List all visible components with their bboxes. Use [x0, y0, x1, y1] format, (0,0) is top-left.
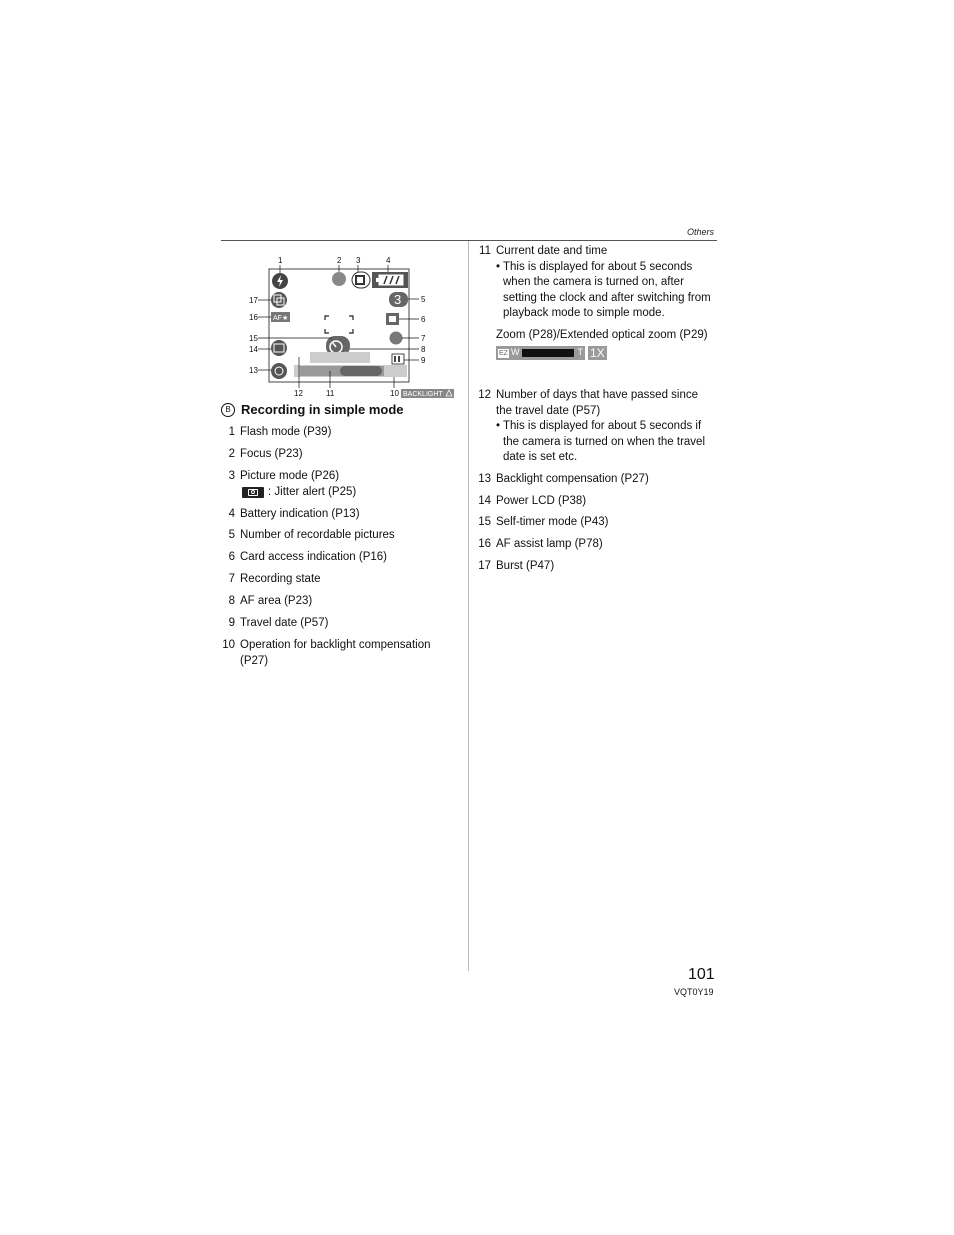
column-divider: [468, 241, 469, 971]
power-lcd-icon: [271, 340, 287, 356]
travel-days-area: [310, 352, 370, 363]
zoom-indicator: [496, 346, 717, 360]
callout-1: 1: [278, 256, 283, 265]
zoom-track: [522, 349, 574, 357]
top-rule: [221, 240, 717, 241]
jitter-alert-icon: [242, 487, 264, 498]
callout-15: 15: [249, 334, 258, 343]
list-item: 6 Card access indication (P16): [228, 551, 388, 563]
callout-2: 2: [337, 256, 342, 265]
section-heading: [221, 402, 404, 417]
list-item: 1 Flash mode (P39): [228, 426, 332, 438]
list-item: 16 AF assist lamp (P78): [478, 538, 603, 550]
callout-5: 5: [421, 295, 426, 304]
list-item: 8 AF area (P23): [228, 595, 313, 607]
section-label: Others: [687, 227, 715, 237]
list-item: 7 Recording state: [228, 573, 321, 585]
callout-16: 16: [249, 313, 258, 322]
callout-7: 7: [421, 334, 426, 343]
list-item: 10 Operation for backlight compensation (P27): [222, 639, 431, 667]
heading-marker: B: [221, 403, 235, 417]
focus-icon: [332, 272, 346, 286]
list-item: 11 Current date and time • This is displayed for about 5 seconds when the camera is turned on, after setting the clock and after switching from playback mode to simple mode. Zoom (P28)/Extended optical zoom (P29) EZ W T 1X: [477, 244, 717, 360]
callout-10: 10: [390, 389, 399, 398]
zoom-wide-label: W: [510, 347, 520, 358]
list-item: 15 Self-timer mode (P43): [478, 516, 609, 528]
lcd-diagram: [244, 250, 458, 402]
list-item: 9 Travel date (P57): [228, 617, 329, 629]
list-item: 12 Number of days that have passed since the travel date (P57) • This is displayed for about 5 seconds if the camera is turned on when the travel date is set etc.: [478, 389, 706, 463]
callout-3: 3: [356, 256, 361, 265]
burst-icon: [271, 292, 287, 308]
svg-text:AF★: AF★: [273, 315, 289, 322]
backlight-icon: [271, 363, 287, 379]
model-code: VQT0Y19: [674, 987, 714, 997]
list-item: 3 Picture mode (P26) : Jitter alert (P25): [228, 470, 357, 498]
picture-count: 3: [394, 292, 402, 307]
page-number: 101: [688, 966, 715, 983]
callout-13: 13: [249, 366, 258, 375]
af-area-frame: [325, 316, 353, 333]
callout-4: 4: [386, 256, 391, 265]
callout-12: 12: [294, 389, 303, 398]
heading-title: Recording in simple mode: [241, 402, 404, 417]
list-item: 17 Burst (P47): [478, 560, 555, 572]
backlight-label: BACKLIGHT: [403, 391, 443, 398]
list-item: 4 Battery indication (P13): [228, 508, 360, 520]
list-item: 2 Focus (P23): [228, 448, 303, 460]
callout-11: 11: [326, 389, 335, 398]
list-item: 13 Backlight compensation (P27): [478, 473, 649, 485]
callout-8: 8: [421, 345, 426, 354]
list-item: 14 Power LCD (P38): [478, 495, 587, 507]
zoom-tele-label: T: [577, 347, 583, 358]
zoom-magnification: 1X: [589, 346, 605, 360]
callout-17: 17: [249, 296, 258, 305]
callout-9: 9: [421, 356, 426, 365]
recording-state-icon: [390, 332, 403, 345]
callout-6: 6: [421, 315, 426, 324]
list-item: 5 Number of recordable pictures: [228, 529, 395, 541]
zoom-ez-label: EZ: [499, 349, 508, 357]
callout-14: 14: [249, 345, 258, 354]
